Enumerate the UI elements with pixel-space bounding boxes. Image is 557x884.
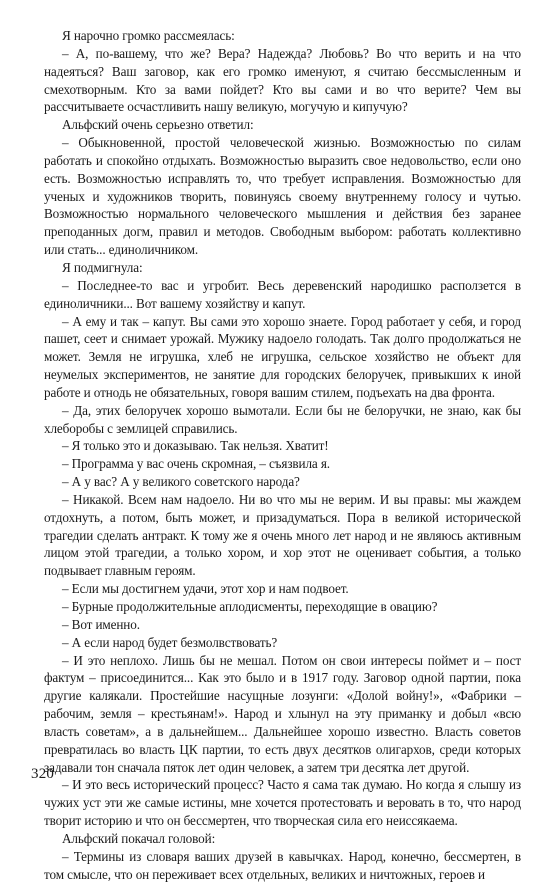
paragraph: – А, по-вашему, что же? Вера? Надежда? Любовь? Во что верить и на что надеяться? Ваш заговор, как его громко именуют, я считаю бессмысленным и смехотворным. Кто за вами пойдет? Кто вы сами и во что верите? Чем вы рассчитываете осчастливить нашу великую, могучую и кипучую? <box>44 45 521 115</box>
paragraph: Альфский очень серьезно ответил: <box>62 117 254 133</box>
paragraph: – А если народ будет безмолвствовать? <box>62 634 278 650</box>
page-text <box>44 27 521 884</box>
paragraph: – А ему и так – капут. Вы сами это хорошо знаете. Город работает у себя, и город пашет, сеет и снимает урожай. Мужику надоело голодать. Так долго продолжаться не может. Земля не игрушка, хлеб не игрушка, сельское хозяйство не объект для неумелых экспериментов, не занятие для городских белоручек, привыкших к иной работе и отнодь не обязательных, говоря вашим стилем, подъехать на два фронта. <box>44 313 521 400</box>
paragraph: – Обыкновенной, простой человеческой жизнью. Возможностью по силам работать и спокойно отдыхать. Возможностью выразить свое недовольство, если оно есть. Возможностью исправлять то, что требует исправления. Возможностью для ученых и художников творить, повинуясь своему внутреннему голосу и чутью. Возможностью нормального человеческого мышления и действия без заранее преподанных догм, правил и методов. Свободным выбором: работать коллективно или стать... единоличником. <box>44 135 521 258</box>
paragraph: – Если мы достигнем удачи, этот хор и нам подвоет. <box>62 581 349 597</box>
paragraph: – А у вас? А у великого советского народа? <box>62 474 300 490</box>
paragraph: – Я только это и доказываю. Так нельзя. Хватит! <box>62 438 329 454</box>
paragraph: – Бурные продолжительные аплодисменты, переходящие в овацию? <box>62 599 438 614</box>
paragraph: – Программа у вас очень скромная, – съязвила я. <box>62 456 330 472</box>
page-number: 320 <box>31 766 55 782</box>
paragraph: Альфский покачал головой: <box>62 830 216 846</box>
paragraph: – Никакой. Всем нам надоело. Ни во что мы не верим. И вы правы: мы жаждем отдохнуть, а потом, быть может, и призадуматься. Пора в великой исторической трагедии сделать антракт. К тому же я очень много лет народ и не являюсь активным лицом этой трагедии, а только хором, и хор этот не оценивает события, а только подвывает главным героям. <box>44 491 521 579</box>
paragraph: – И это весь исторический процесс? Часто я сама так думаю. Но когда я слышу из чужих уст эти же самые истины, мне хочется протестовать и веровать в то, что народ творит историю и что он бессмертен, что творческая сила его неиссякаема. <box>44 777 521 829</box>
paragraph: Я нарочно громко рассмеялась: <box>62 28 235 43</box>
paragraph: – Последнее-то вас и угробит. Весь деревенский народишко расползется в единоличники... Вот вашему хозяйству и капут. <box>44 277 521 311</box>
paragraph: – Вот именно. <box>62 616 140 632</box>
paragraph: Я подмигнула: <box>62 259 143 275</box>
paragraph: – Термины из словаря ваших друзей в кавычках. Народ, конечно, бессмертен, в том смысле, что он переживает всех отдельных, великих и ничтожных, героев и <box>44 848 521 882</box>
paragraph: – Да, этих белоручек хорошо вымотали. Если бы не белоручки, не знаю, как бы хлеборобы с землицей справились. <box>44 402 521 436</box>
paragraph: – И это неплохо. Лишь бы не мешал. Потом он свои интересы поймет и – пост фактум – присоединится... Как это было и в 1917 году. Заговор одной партии, пока другие калякали. Простейшие насущные лозунги: «Долой войну!», «Фабрики – рабочим, земля – крестьянам!». Народ и хлынул на эту приманку и добыл «всю власть советам», а в дальнейшем... Дальнейшее хорошо известно. Власть советов превратилась во власть ЦК партии, то есть двух десятков олигархов, среди которых задавали тон сначала пяток лет один человек, а затем три десятка лет другой. <box>44 652 521 775</box>
